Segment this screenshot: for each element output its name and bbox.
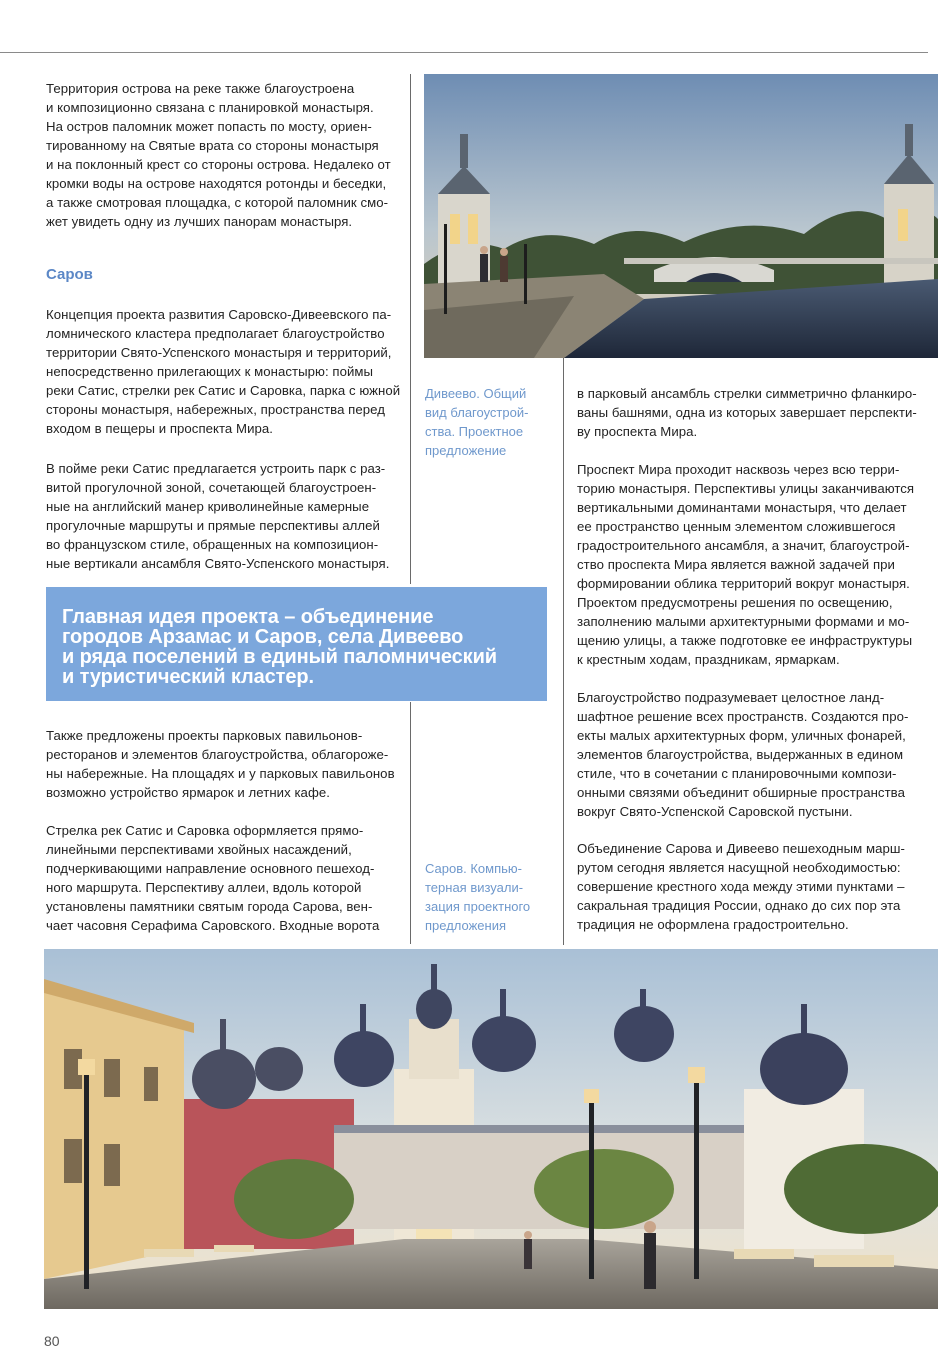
right-paragraph-2: Проспект Мира проходит насквозь через всю терри- торию монастыря. Перспективы улицы заканчиваются вертикальными доминантами монастыря, что делает ее пространство ценным элементом сложившегося градостроительного ансамбля, а значит, благоустрой- ство проспекта Мира является важной задачей при формировании облика территорий вокруг монастыря. Проектом предусмотрены решения по освещению, заполнению малыми архитектурными формами и мо- щению улицы, а также подготовке ее инфраструктуры к крестным ходам, праздникам, ярмаркам. [577,462,915,667]
page-number: 80 [44,1333,60,1349]
top-rule [0,52,928,53]
right-paragraph-1: в парковый ансамбль стрелки симметрично фланкиро- ваны башнями, одна из которых завершает перспекти- ву проспекта Мира. [577,386,917,439]
left-lower-paragraph-2: Стрелка рек Сатис и Саровка оформляется прямо- линейными перспективами хвойных насаждений, подчеркивающими направление основного пешеход- ного маршрута. Перспективу аллеи, вдоль которой установлены памятники святым города Сарова, вен- чает часовня Серафима Саровского. Входные ворота [46,823,380,933]
caption-sarov: Саров. Компью- терная визуали- зация проектного предложения [425,861,531,933]
diveevo-photo [424,74,938,358]
right-paragraph-3: Благоустройство подразумевает целостное ланд- шафтное решение всех пространств. Создаются про- екты малых архитектурных форм, уличных фонарей, элементов благоустройства, выдержанных в едином стиле, что в сочетании с планировочными компози- онными связями объединит обширные пространства вокруг Свято-Успенской Саровской пустыни. [577,690,909,819]
sarov-photo [44,949,938,1309]
section-heading: Саров [46,266,93,283]
callout-text: Главная идея проекта – объединение городов Арзамас и Саров, села Дивеево и ряда поселений в единый паломнический и туристический кластер. [62,606,497,688]
caption-diveevo: Дивеево. Общий вид благоустрой- ства. Проектное предложение [425,386,529,458]
column-divider-upper [410,74,411,584]
sarov-paragraph-1: Концепция проекта развития Саровско-Дивеевского па- ломнического кластера предполагает благоустройство территории Свято-Успенского монастыря и территорий, непосредственно прилегающих к монастырю: поймы реки Сатис, стрелки рек Сатис и Саровка, парка с южной стороны монастыря, набережных, пространства перед входом в пещеры и проспекта Мира. [46,307,401,436]
column-divider-lower [410,702,411,944]
intro-paragraph: Территория острова на реке также благоустроена и композиционно связана с планировкой монастыря. На остров паломник может попасть по мосту, ориен- тированному на Святые врата со стороны монастыря и на поклонный крест со стороны острова. Недалеко от кромки воды на острове находятся ротонды и беседки, а также смотровая площадка, с которой паломник смо- жет увидеть одну из лучших панорам монастыря. [46,81,391,229]
right-paragraph-4: Объединение Сарова и Дивеево пешеходным марш- рутом сегодня является насущной необходимостью: совершение крестного хода между этими пунктами – сакральная традиция России, однако до сих пор эта традиция не оформлена градостроительно. [577,841,905,932]
left-lower-paragraph-1: Также предложены проекты парковых павильонов- ресторанов и элементов благоустройства, облагороже- ны набережные. На площадях и у парковых павильонов возможно устройство ярмарок и летних кафе. [46,728,395,800]
sarov-paragraph-2: В пойме реки Сатис предлагается устроить парк с раз- витой прогулочной зоной, сочетающей благоустроен- ные на английский манер криволинейные камерные прогулочные маршруты и прямые перспективы аллей во французском стиле, обращенных на композицион- ные вертикали ансамбля Свято-Успенского монастыря. [46,461,390,571]
caption-divider [563,357,564,945]
callout-box [46,587,547,701]
